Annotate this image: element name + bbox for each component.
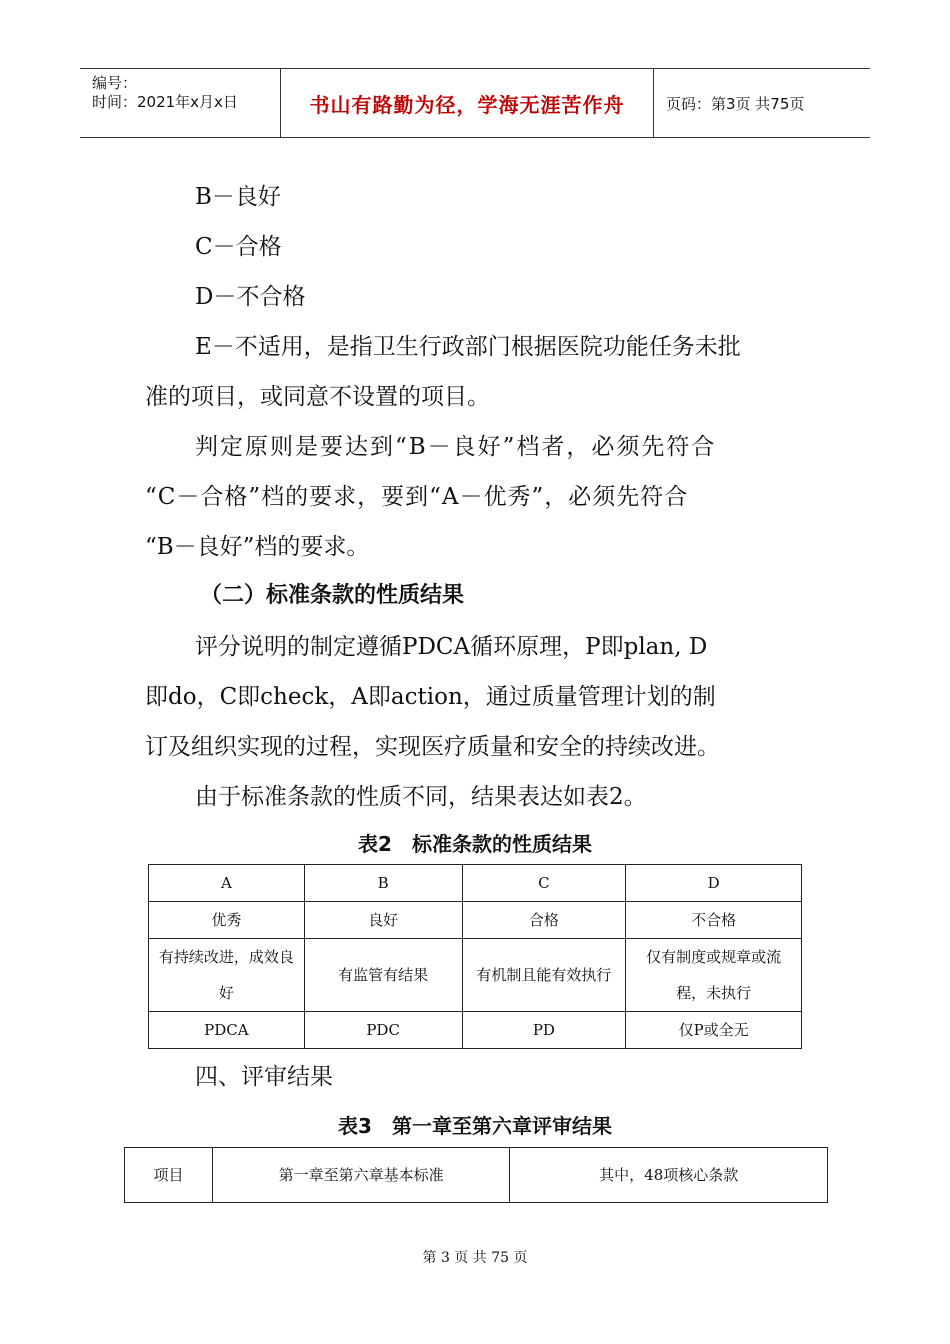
result-line: 由于标准条款的性质不同，结果表达如表2。 [195, 784, 647, 810]
table-cell: 有机制且能有效执行 [462, 939, 626, 1012]
table-row [149, 865, 802, 902]
table-cell: B [304, 865, 462, 902]
table-cell: 项目 [125, 1148, 213, 1203]
table-cell: D [626, 865, 802, 902]
table3 [124, 1147, 828, 1203]
table-cell: 仅有制度或规章或流程，未执行 [626, 939, 802, 1012]
table-cell: C [462, 865, 626, 902]
table-cell: PDCA [149, 1012, 305, 1049]
table-row [149, 1012, 802, 1049]
table-row [149, 939, 802, 1012]
page-footer: 第 3 页 共 75 页 [422, 1250, 528, 1266]
table-cell: 合格 [462, 902, 626, 939]
table-cell: 第一章至第六章基本标准 [212, 1148, 510, 1203]
table-cell: PDC [304, 1012, 462, 1049]
section-heading: （二）标准条款的性质结果 [200, 583, 465, 608]
table-cell: PD [462, 1012, 626, 1049]
grade-e-line1: E－不适用，是指卫生行政部门根据医院功能任务未批 [195, 334, 741, 360]
header-motto-cell [281, 69, 654, 137]
table-cell: A [149, 865, 305, 902]
table-cell: 仅P或全无 [626, 1012, 802, 1049]
table-cell: 有持续改进，成效良好 [149, 939, 305, 1012]
table-cell: 有监管有结果 [304, 939, 462, 1012]
section4-heading: 四、评审结果 [195, 1064, 333, 1090]
number-label: 编号： [92, 74, 138, 92]
table2-caption: 表2 标准条款的性质结果 [358, 832, 592, 856]
pdca-line2: 即do，C即check，A即action，通过质量管理计划的制 [145, 684, 716, 710]
rule-line3: “B－良好”档的要求。 [145, 534, 370, 560]
page-label: 页码：第3页 共75页 [666, 94, 805, 113]
table-row [125, 1148, 828, 1203]
page-header [80, 68, 870, 138]
rule-line2: “C－合格”档的要求，要到“A－优秀”，必须先符合 [145, 484, 689, 510]
table2 [148, 864, 802, 1049]
table-row [149, 902, 802, 939]
header-meta-cell [80, 69, 281, 137]
table3-caption: 表3 第一章至第六章评审结果 [338, 1114, 612, 1138]
time-label: 时间：2021年x月x日 [92, 93, 238, 111]
rule-line1: 判定原则是要达到“B－良好”档者，必须先符合 [195, 434, 717, 460]
table-cell: 良好 [304, 902, 462, 939]
header-page-cell [654, 69, 870, 137]
grade-c: C－合格 [195, 234, 282, 260]
grade-b: B－良好 [195, 184, 281, 210]
table-cell: 优秀 [149, 902, 305, 939]
grade-d: D－不合格 [195, 284, 306, 310]
pdca-line1: 评分说明的制定遵循PDCA循环原理，P即plan, D [195, 634, 708, 660]
table-cell: 其中，48项核心条款 [510, 1148, 828, 1203]
grade-e-line2: 准的项目，或同意不设置的项目。 [145, 384, 490, 410]
table-cell: 不合格 [626, 902, 802, 939]
motto: 书山有路勤为径，学海无涯苦作舟 [309, 92, 625, 117]
pdca-line3: 订及组织实现的过程，实现医疗质量和安全的持续改进。 [145, 734, 720, 760]
